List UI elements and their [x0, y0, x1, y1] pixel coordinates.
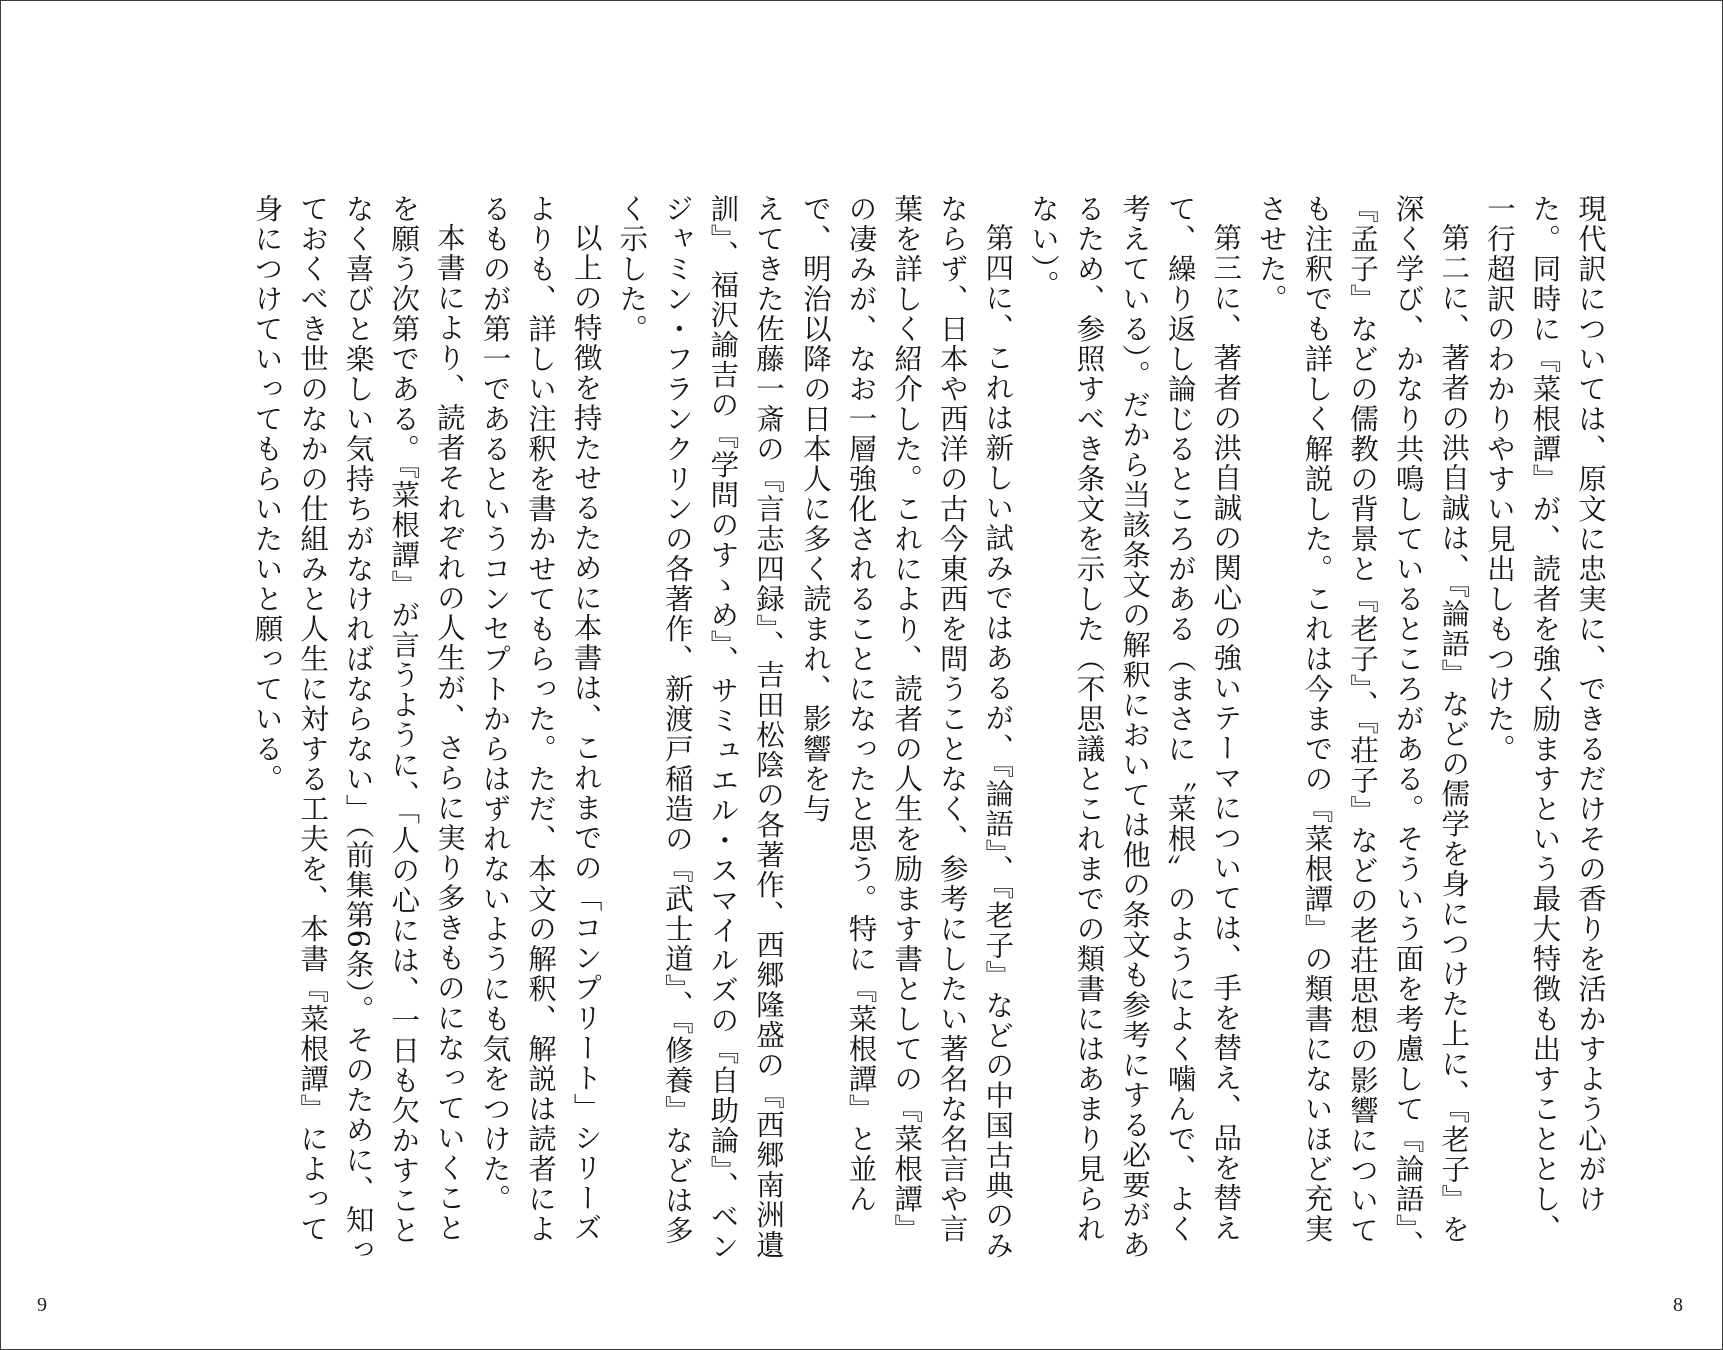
paragraph-annotations: 以上の特徴を持たせるために本書は、これまでの「コンプリート」シリーズよりも、詳しい注釈を書かせてもらった。ただ、本文の解釈、解説は読者によるものが第一であるというコンセプトからはずれないようにも気をつけた。	[478, 194, 603, 1244]
left-page-body-text	[250, 194, 791, 1269]
paragraph-third-point: 第三に、著者の洪自誠の関心の強いテーマについては、手を替え、品を替えて、繰り返し論じるところがある（まさに〝菜根〟のようによく噛んで、よく考えている）。だから当該条文の解釈においては他の条文も参考にする必要があるため、参照すべき条文を示した（不思議とこれまでの類書にはあまり見られない）。	[1026, 194, 1243, 1260]
paragraph-closing-wish: 本書により、読者それぞれの人生が、さらに実り多きものになっていくことを願う次第である。『菜根譚』が言うように、「人の心には、一日も欠かすことなく喜びと楽しい気持ちがなければならない」（前集第6条）。そのために、知っておくべき世のなかの仕組みと人生に対する工夫を、本書『菜根譚』によって身につけていってもらいたいと願っている。	[250, 194, 466, 1266]
paragraph-continued-references: えてきた佐藤一斎の『言志四録』、吉田松陰の各著作、西郷隆盛の『西郷南洲遺訓』、福沢諭吉の『学問のすゝめ』、サミュエル・スマイルズの『自助論』、ベンジャミン・フランクリンの各著作、新渡戸稲造の『武士道』、『修養』などは多く示した。	[615, 194, 785, 1262]
right-page-body-text	[798, 194, 1613, 1269]
paragraph-second-point: 第二に、著者の洪自誠は、『論語』などの儒学を身につけた上に、『老子』を深く学び、かなり共鳴しているところがある。そういう面を考慮して『論語』、『孟子』などの儒教の背景と『老子』、『荘子』などの老荘思想の影響についても注釈でも詳しく解説した。これは今までの『菜根譚』の類書にないほど充実させた。	[1254, 194, 1471, 1260]
paragraph-fourth-point: 第四に、これは新しい試みではあるが、『論語』、『老子』などの中国古典のみならず、日本や西洋の古今東西を問うことなく、参考にしたい著名な名言や言葉を詳しく紹介した。これにより、読者の人生を励ます書としての『菜根譚』の凄みが、なお一層強化されることになったと思う。特に『菜根譚』と並んで、明治以降の日本人に多く読まれ、影響を与	[798, 194, 1015, 1260]
paragraph-modern-translation: 現代訳については、原文に忠実に、できるだけその香りを活かすよう心がけた。同時に『菜根譚』が、読者を強く励ますという最大特徴も出すこととし、一行超訳のわかりやすい見出しもつけた。	[1482, 194, 1607, 1244]
page-number-left: 9	[37, 1294, 47, 1316]
page-number-right: 8	[1673, 1294, 1683, 1316]
